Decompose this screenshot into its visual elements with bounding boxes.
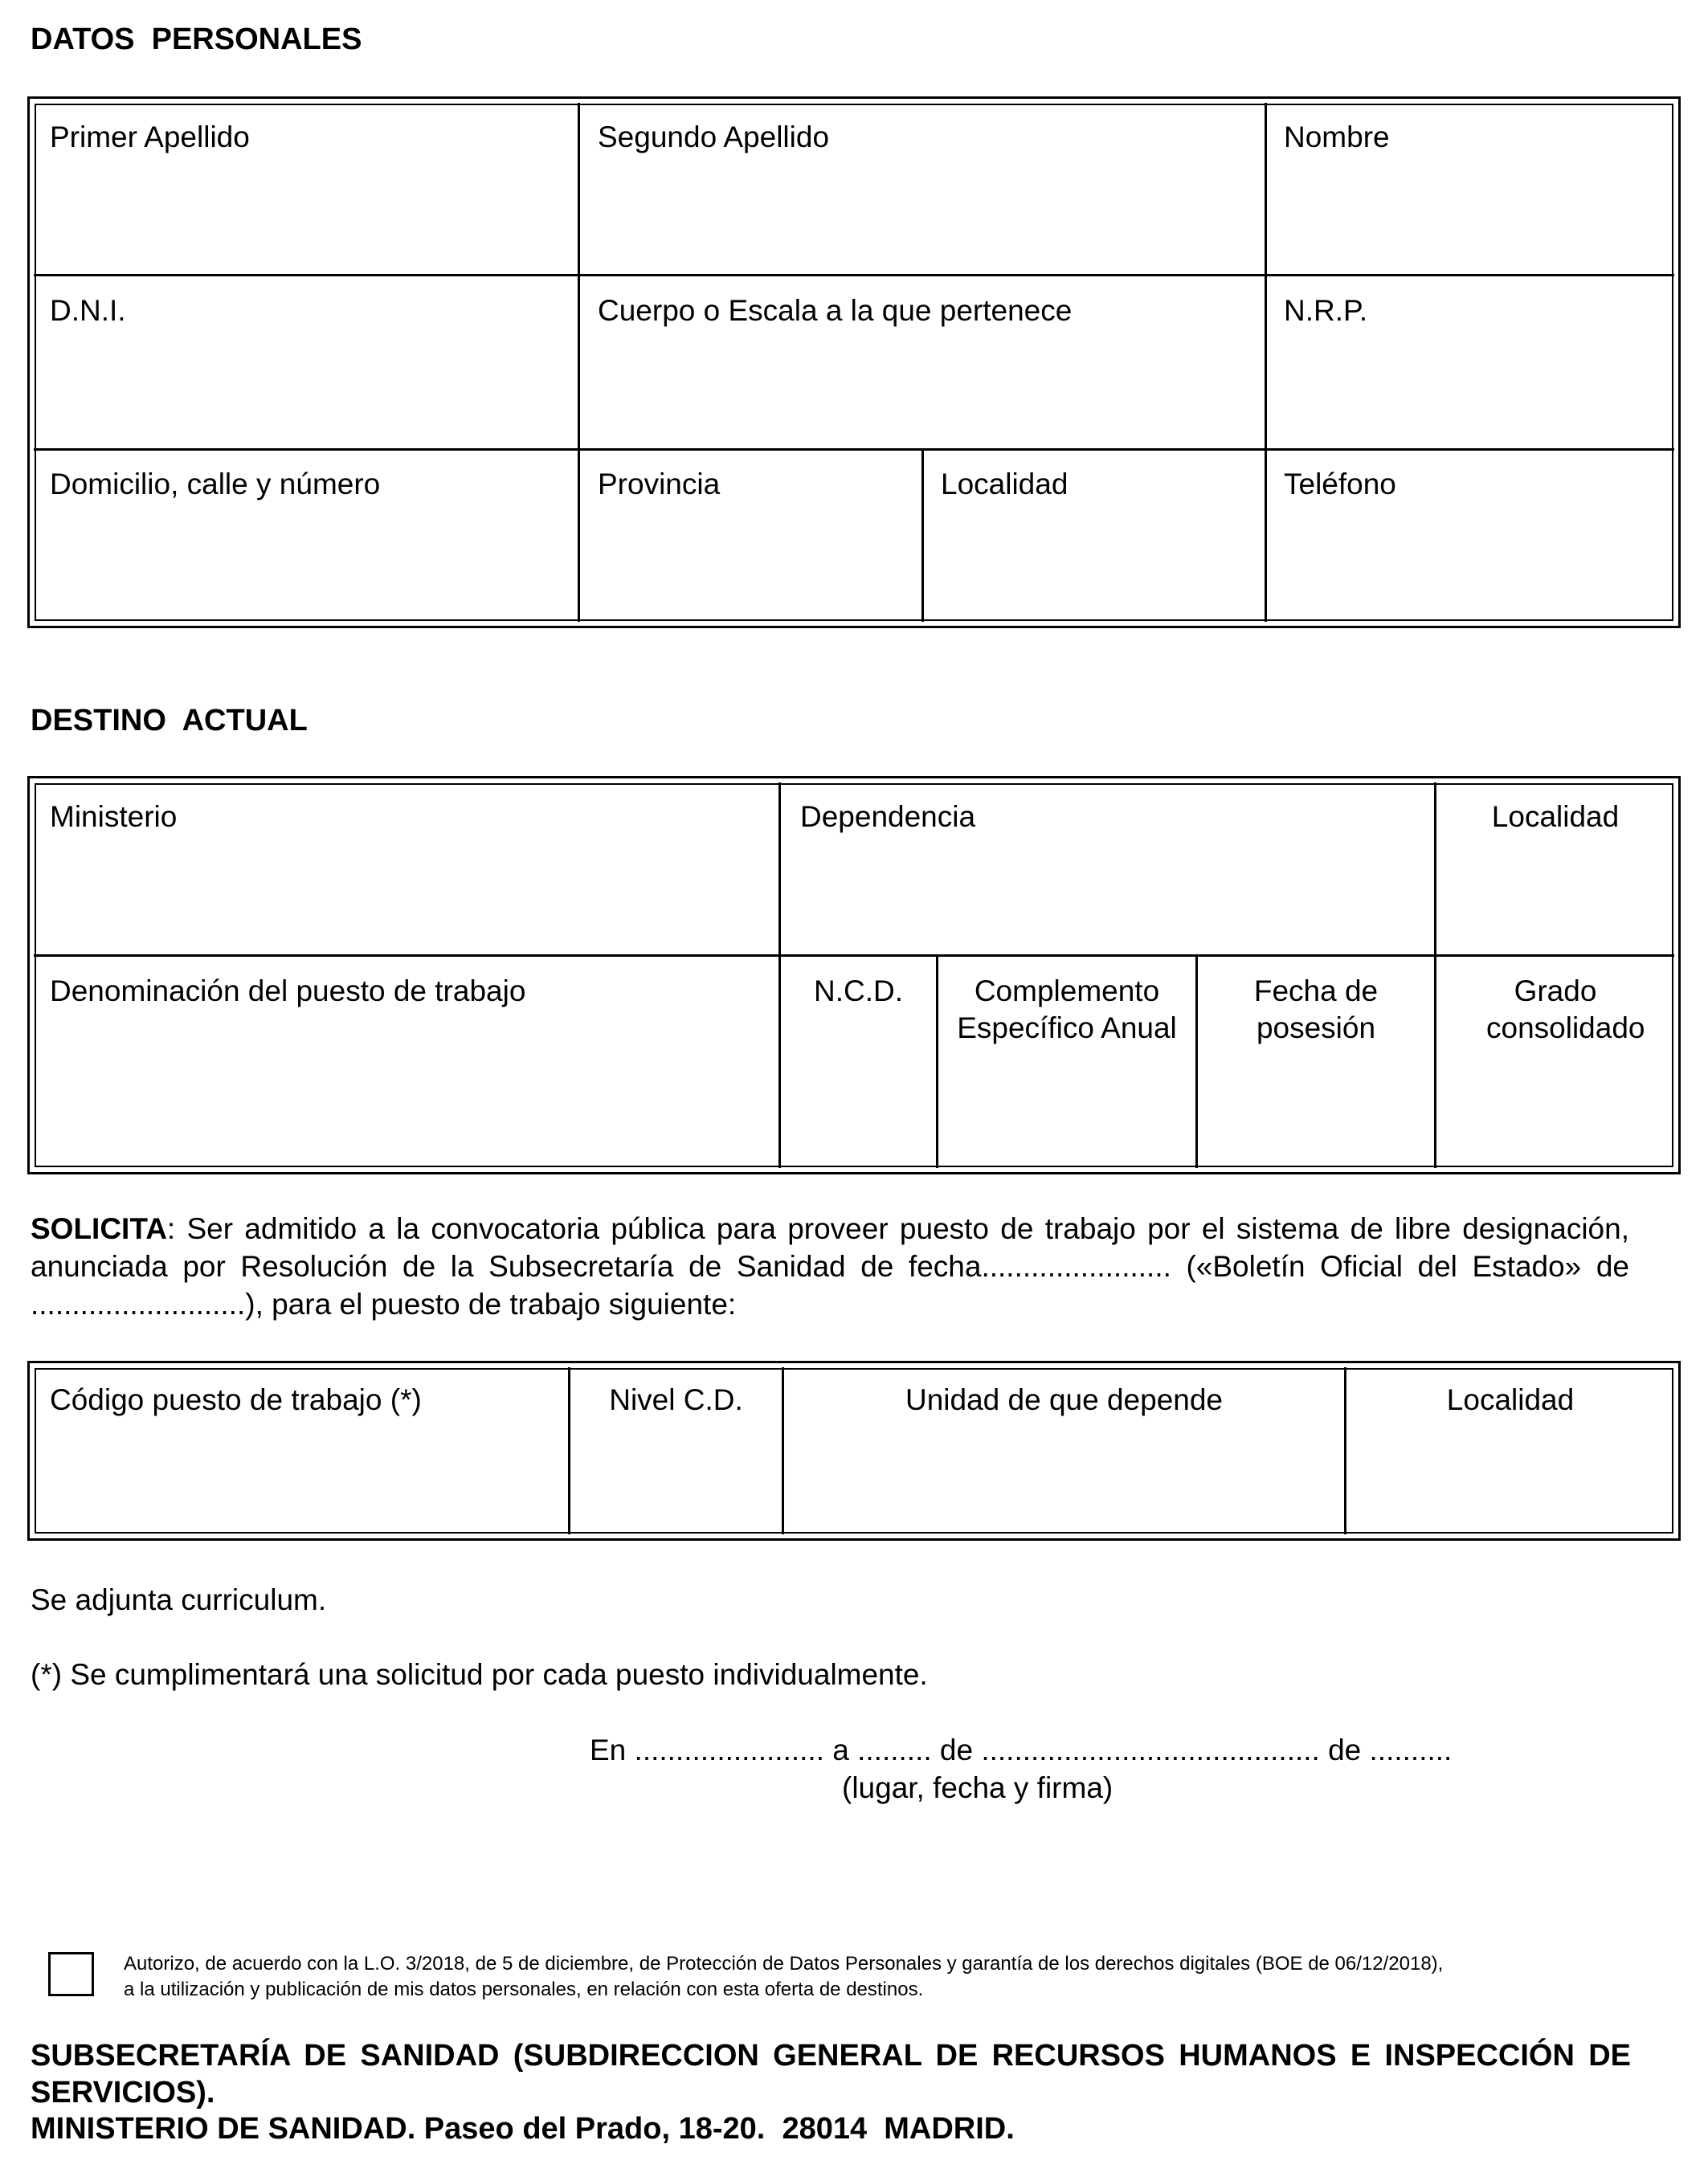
note-solicitud-individual: (*) Se cumplimentará una solicitud por cada puesto individualmente. xyxy=(31,1658,928,1691)
field-ncd[interactable]: N.C.D. xyxy=(814,974,903,1007)
field-complemento-especifico[interactable]: Complemento Específico Anual xyxy=(957,974,1177,1044)
field-nrp[interactable]: N.R.P. xyxy=(1284,294,1368,327)
destino-actual-title: DESTINO ACTUAL xyxy=(31,704,308,737)
solicita-text: : Ser admitido a la convocatoria pública para proveer puesto de trabajo por el sistema de libre designación, anunciada por Resolución de la Subsecretaría de Sanidad de fecha....................... («Boletín Oficial del Estado» de ..........................), para el puesto de trabajo siguiente: xyxy=(31,1212,1629,1321)
field-dependencia[interactable]: Dependencia xyxy=(800,800,976,833)
field-localidad-puesto[interactable]: Localidad xyxy=(1446,1383,1575,1416)
field-codigo-puesto[interactable]: Código puesto de trabajo (*) xyxy=(50,1383,422,1416)
datos-col-divider xyxy=(1265,103,1267,622)
note-curriculum: Se adjunta curriculum. xyxy=(31,1583,327,1616)
consent-checkbox[interactable] xyxy=(48,1952,94,1996)
field-nivel-cd[interactable]: Nivel C.D. xyxy=(609,1383,743,1416)
field-localidad-destino[interactable]: Localidad xyxy=(1491,800,1620,833)
field-telefono[interactable]: Teléfono xyxy=(1284,468,1396,500)
footer-subsecretaria: SUBSECRETARÍA DE SANIDAD (SUBDIRECCION GENERAL DE RECURSOS HUMANOS E INSPECCIÓN DE SERVICIOS). xyxy=(31,2039,1631,2110)
solicita-label: SOLICITA xyxy=(31,1212,167,1245)
field-localidad-personal[interactable]: Localidad xyxy=(941,468,1069,500)
datos-personales-table-inner xyxy=(35,104,1673,621)
datos-col-divider xyxy=(921,450,924,622)
datos-personales-table xyxy=(27,96,1681,628)
field-nombre[interactable]: Nombre xyxy=(1284,120,1390,153)
datos-row-divider xyxy=(34,274,1674,276)
datos-personales-title: DATOS PERSONALES xyxy=(31,22,362,56)
field-fecha-posesion[interactable]: Fecha de posesión xyxy=(1253,974,1379,1044)
footer-ministerio-address: MINISTERIO DE SANIDAD. Paseo del Prado, 18-20. 28014 MADRID. xyxy=(31,2112,1015,2146)
field-dni[interactable]: D.N.I. xyxy=(50,294,126,327)
signature-caption: (lugar, fecha y firma) xyxy=(842,1771,1113,1804)
field-denominacion-puesto[interactable]: Denominación del puesto de trabajo xyxy=(50,974,526,1007)
field-grado-consolidado[interactable]: Grado consolidado xyxy=(1486,974,1645,1044)
datos-col-divider xyxy=(578,103,580,622)
consent-text: Autorizo, de acuerdo con la L.O. 3/2018, de 5 de diciembre, de Protección de Datos Personales y garantía de los derechos digitales (BOE de 06/12/2018), a la utilización y publicación de mis datos personales, en relación con esta oferta de destinos. xyxy=(124,1953,1444,2000)
field-segundo-apellido[interactable]: Segundo Apellido xyxy=(598,120,830,153)
destino-row-divider xyxy=(34,954,1674,957)
field-ministerio[interactable]: Ministerio xyxy=(50,800,178,833)
solicita-paragraph xyxy=(31,1210,1629,1323)
field-domicilio[interactable]: Domicilio, calle y número xyxy=(50,468,381,500)
signature-line: En ....................... a ......... de ......................................... de .......... xyxy=(590,1734,1453,1766)
field-provincia[interactable]: Provincia xyxy=(598,468,721,500)
field-cuerpo-escala[interactable]: Cuerpo o Escala a la que pertenece xyxy=(598,294,1073,327)
datos-row-divider xyxy=(34,448,1674,451)
field-primer-apellido[interactable]: Primer Apellido xyxy=(50,120,250,153)
field-unidad-depende[interactable]: Unidad de que depende xyxy=(905,1383,1224,1416)
